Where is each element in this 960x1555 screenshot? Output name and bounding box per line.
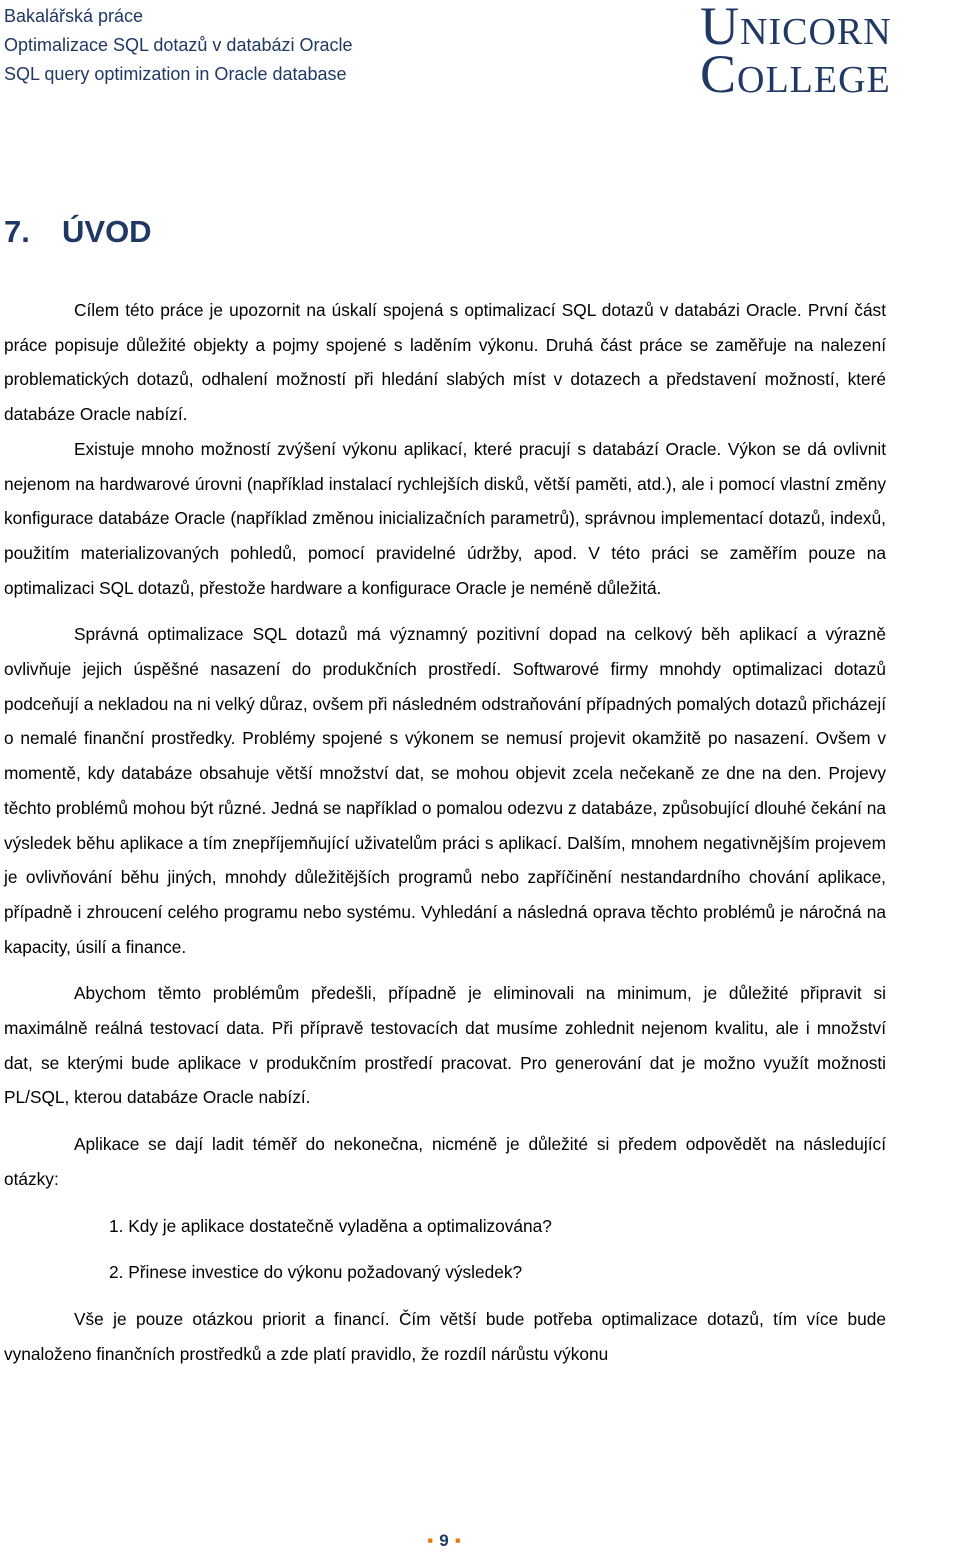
section-number: 7.	[4, 214, 30, 249]
list-item: 2. Přinese investice do výkonu požadovaný výsledek?	[109, 1262, 523, 1283]
paragraph-5: Aplikace se dají ladit téměř do nekonečna, nicméně je důležité si předem odpovědět na následující otázky:	[4, 1134, 886, 1189]
header-title-en: SQL query optimization in Oracle database	[4, 64, 347, 84]
unicorn-college-logo	[700, 0, 956, 104]
paragraph-3: Správná optimalizace SQL dotazů má významný pozitivní dopad na celkový běh aplikací a výrazně ovlivňuje jejich úspěšné nasazení do produkčních prostředí. Softwarové firmy mnohdy optimalizaci dotazů podceňují a nekladou na ni velký důraz, ovšem při následném odstraňování případných pomalých dotazů přicházejí o nemalé finanční prostředky. Problémy spojené s výkonem se nemusí projevit okamžitě po nasazení. Ovšem v momentě, kdy databáze obsahuje větší množství dat, se mohou objevit zcela nečekaně ze dne na den. Projevy těchto problémů mohou být různé. Jedná se například o pomalou odezvu z databáze, způsobující dlouhé čekání na výsledek běhu aplikace a tím znepříjemňující uživatelům práci s aplikací. Dalším, mnohem negativnějším projevem je ovlivňování běhu jiných, mnohdy důležitějších programů nebo zapříčinění nestandardního chování aplikace, případně i zhroucení celého programu nebo systému. Vyhledání a následná oprava těchto problémů je náročná na kapacity, úsilí a finance.	[4, 624, 886, 957]
section-heading	[4, 214, 152, 250]
list-item: 1. Kdy je aplikace dostatečně vyladěna a optimalizována?	[109, 1215, 552, 1236]
bullet-icon: ▪	[454, 1531, 461, 1550]
paragraph-2: Existuje mnoho možností zvýšení výkonu aplikací, které pracují s databází Oracle. Výkon se dá ovlivnit nejenom na hardwarové úrovni (například instalací rychlejších disků, větší paměti, atd.), ale i pomocí vlastní změny konfigurace databáze Oracle (například změnou inicializačních parametrů), správnou implementací dotazů, indexů, použitím materializovaných pohledů, pomocí pravidelné údržby, apod. V této práci se zaměřím pouze na optimalizaci SQL dotazů, přestože hardware a konfigurace Oracle je neméně důležitá.	[4, 438, 886, 598]
paragraph-4: Abychom těmto problémům předešli, případně je eliminovali na minimum, je důležité připravit si maximálně reálná testovací data. Při přípravě testovacích dat musíme zohlednit nejenom kvalitu, ale i množství dat, se kterými bude aplikace v produkčním prostředí pracovat. Pro generování dat je možno využít možnosti PL/SQL, kterou databáze Oracle nabízí.	[4, 983, 886, 1108]
section-title: ÚVOD	[62, 214, 152, 249]
page-number: 9	[439, 1531, 449, 1550]
page-footer	[0, 1531, 888, 1551]
question-list	[4, 1209, 886, 1290]
body-text	[4, 293, 886, 1371]
running-header	[4, 2, 353, 89]
paragraph-6: Vše je pouze otázkou priorit a financí. Čím větší bude potřeba optimalizace dotazů, tím více bude vynaloženo finančních prostředků a zde platí pravidlo, že rozdíl nárůstu výkonu	[4, 1308, 886, 1364]
header-thesis-type: Bakalářská práce	[4, 6, 144, 26]
logo-college-text: COLLEGE	[700, 44, 891, 104]
logo-word-college	[700, 44, 891, 104]
paragraph-1: Cílem této práce je upozornit na úskalí spojená s optimalizací SQL dotazů v databázi Oracle. První část práce popisuje důležité objekty a pojmy spojené s laděním výkonu. Druhá část práce se zaměřuje na nalezení problematických dotazů, odhalení možností při hledání slabých míst v dotazech a představení možností, které databáze Oracle nabízí.	[4, 300, 886, 425]
bullet-icon: ▪	[427, 1531, 434, 1550]
header-title-cz: Optimalizace SQL dotazů v databázi Oracle	[4, 35, 353, 55]
logo-unicorn-text: UNICORN	[700, 0, 892, 56]
